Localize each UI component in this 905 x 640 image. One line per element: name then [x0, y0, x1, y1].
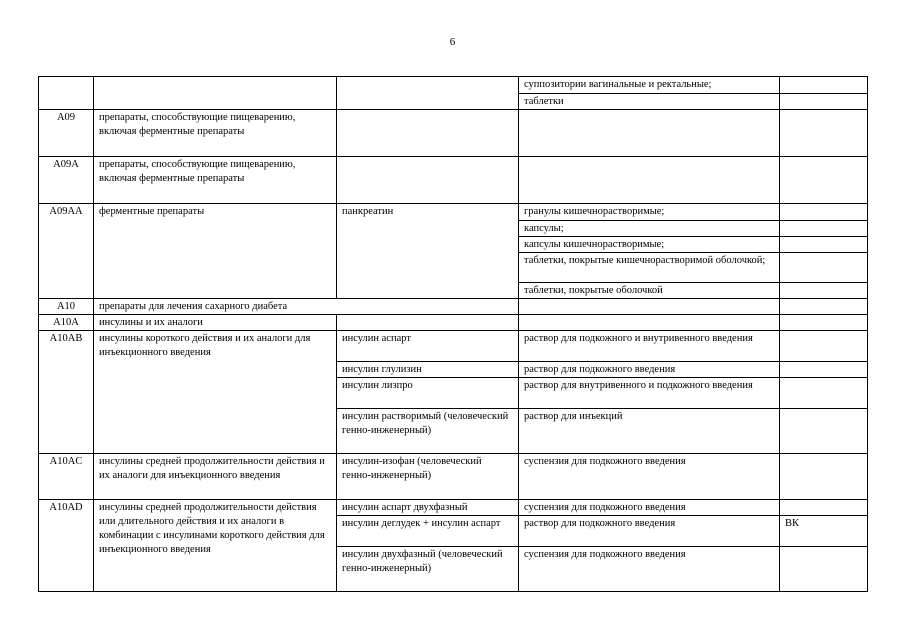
inn-cell: инсулин-изофан (человеческий генно-инженерный) — [337, 454, 519, 500]
note-cell — [780, 409, 868, 454]
note-cell — [780, 331, 868, 362]
note-cell — [780, 500, 868, 516]
dosage-form-cell: раствор для подкожного введения — [519, 516, 780, 547]
page-number: 6 — [449, 36, 456, 48]
dosage-form-cell: таблетки, покрытые оболочкой — [519, 283, 780, 299]
note-cell — [780, 77, 868, 94]
atc-code-cell: A09AA — [39, 204, 94, 299]
inn-cell: инсулин аспарт — [337, 331, 519, 362]
atc-code-cell: A10AC — [39, 454, 94, 500]
note-cell — [780, 299, 868, 315]
atc-code-cell: A10AB — [39, 331, 94, 454]
atc-code-cell: A09A — [39, 157, 94, 204]
note-cell — [780, 315, 868, 331]
note-cell — [780, 237, 868, 253]
dosage-form-cell — [519, 315, 780, 331]
table-row — [39, 204, 868, 221]
note-cell — [780, 378, 868, 409]
inn-cell: инсулин лизпро — [337, 378, 519, 409]
inn-cell — [337, 110, 519, 157]
dosage-form-cell: капсулы; — [519, 221, 780, 237]
inn-cell: инсулин растворимый (человеческий генно-инженерный) — [337, 409, 519, 454]
note-cell — [780, 253, 868, 283]
table-row — [39, 315, 868, 331]
group-cell: инсулины короткого действия и их аналоги для инъекционного введения — [94, 331, 337, 454]
note-cell: ВК — [780, 516, 868, 547]
note-cell — [780, 204, 868, 221]
dosage-form-cell: раствор для инъекций — [519, 409, 780, 454]
inn-cell — [337, 77, 519, 110]
table-row — [39, 299, 868, 315]
dosage-form-cell: раствор для внутривенного и подкожного введения — [519, 378, 780, 409]
atc-code-cell: A10AD — [39, 500, 94, 592]
atc-code-cell: A09 — [39, 110, 94, 157]
dosage-form-cell: гранулы кишечнорастворимые; — [519, 204, 780, 221]
dosage-form-cell: таблетки, покрытые кишечнорастворимой оболочкой; — [519, 253, 780, 283]
dosage-form-cell: капсулы кишечнорастворимые; — [519, 237, 780, 253]
group-cell: инсулины и их аналоги — [94, 315, 337, 331]
dosage-form-cell: раствор для подкожного введения — [519, 362, 780, 378]
group-cell: инсулины средней продолжительности действия и их аналоги для инъекционного введения — [94, 454, 337, 500]
dosage-form-cell: суспензия для подкожного введения — [519, 500, 780, 516]
atc-code-cell — [39, 77, 94, 110]
inn-cell: инсулин деглудек + инсулин аспарт — [337, 516, 519, 547]
dosage-form-cell: суспензия для подкожного введения — [519, 454, 780, 500]
group-cell: ферментные препараты — [94, 204, 337, 299]
inn-cell: инсулин двухфазный (человеческий генно-инженерный) — [337, 547, 519, 592]
dosage-form-cell — [519, 299, 780, 315]
table-row — [39, 331, 868, 362]
inn-cell — [337, 157, 519, 204]
dosage-form-cell — [519, 157, 780, 204]
group-cell: инсулины средней продолжительности действия или длительного действия и их аналоги в комбинации с инсулинами короткого действия для инъекционного введения — [94, 500, 337, 592]
note-cell — [780, 547, 868, 592]
note-cell — [780, 94, 868, 110]
dosage-form-cell: суппозитории вагинальные и ректальные; — [519, 77, 780, 94]
atc-code-cell: A10 — [39, 299, 94, 315]
note-cell — [780, 362, 868, 378]
inn-cell: инсулин аспарт двухфазный — [337, 500, 519, 516]
drug-list-table — [38, 76, 868, 592]
dosage-form-cell: таблетки — [519, 94, 780, 110]
note-cell — [780, 454, 868, 500]
group-cell — [94, 77, 337, 110]
note-cell — [780, 110, 868, 157]
group-cell: препараты для лечения сахарного диабета — [94, 299, 519, 315]
group-cell: препараты, способствующие пищеварению, включая ферментные препараты — [94, 157, 337, 204]
atc-code-cell: A10A — [39, 315, 94, 331]
inn-cell: панкреатин — [337, 204, 519, 299]
table-row — [39, 157, 868, 204]
inn-cell — [337, 315, 519, 331]
note-cell — [780, 221, 868, 237]
group-cell: препараты, способствующие пищеварению, включая ферментные препараты — [94, 110, 337, 157]
note-cell — [780, 283, 868, 299]
dosage-form-cell: раствор для подкожного и внутривенного введения — [519, 331, 780, 362]
table-row — [39, 77, 868, 94]
note-cell — [780, 157, 868, 204]
dosage-form-cell: суспензия для подкожного введения — [519, 547, 780, 592]
dosage-form-cell — [519, 110, 780, 157]
table-row — [39, 454, 868, 500]
table-row — [39, 110, 868, 157]
table-row — [39, 500, 868, 516]
inn-cell: инсулин глулизин — [337, 362, 519, 378]
